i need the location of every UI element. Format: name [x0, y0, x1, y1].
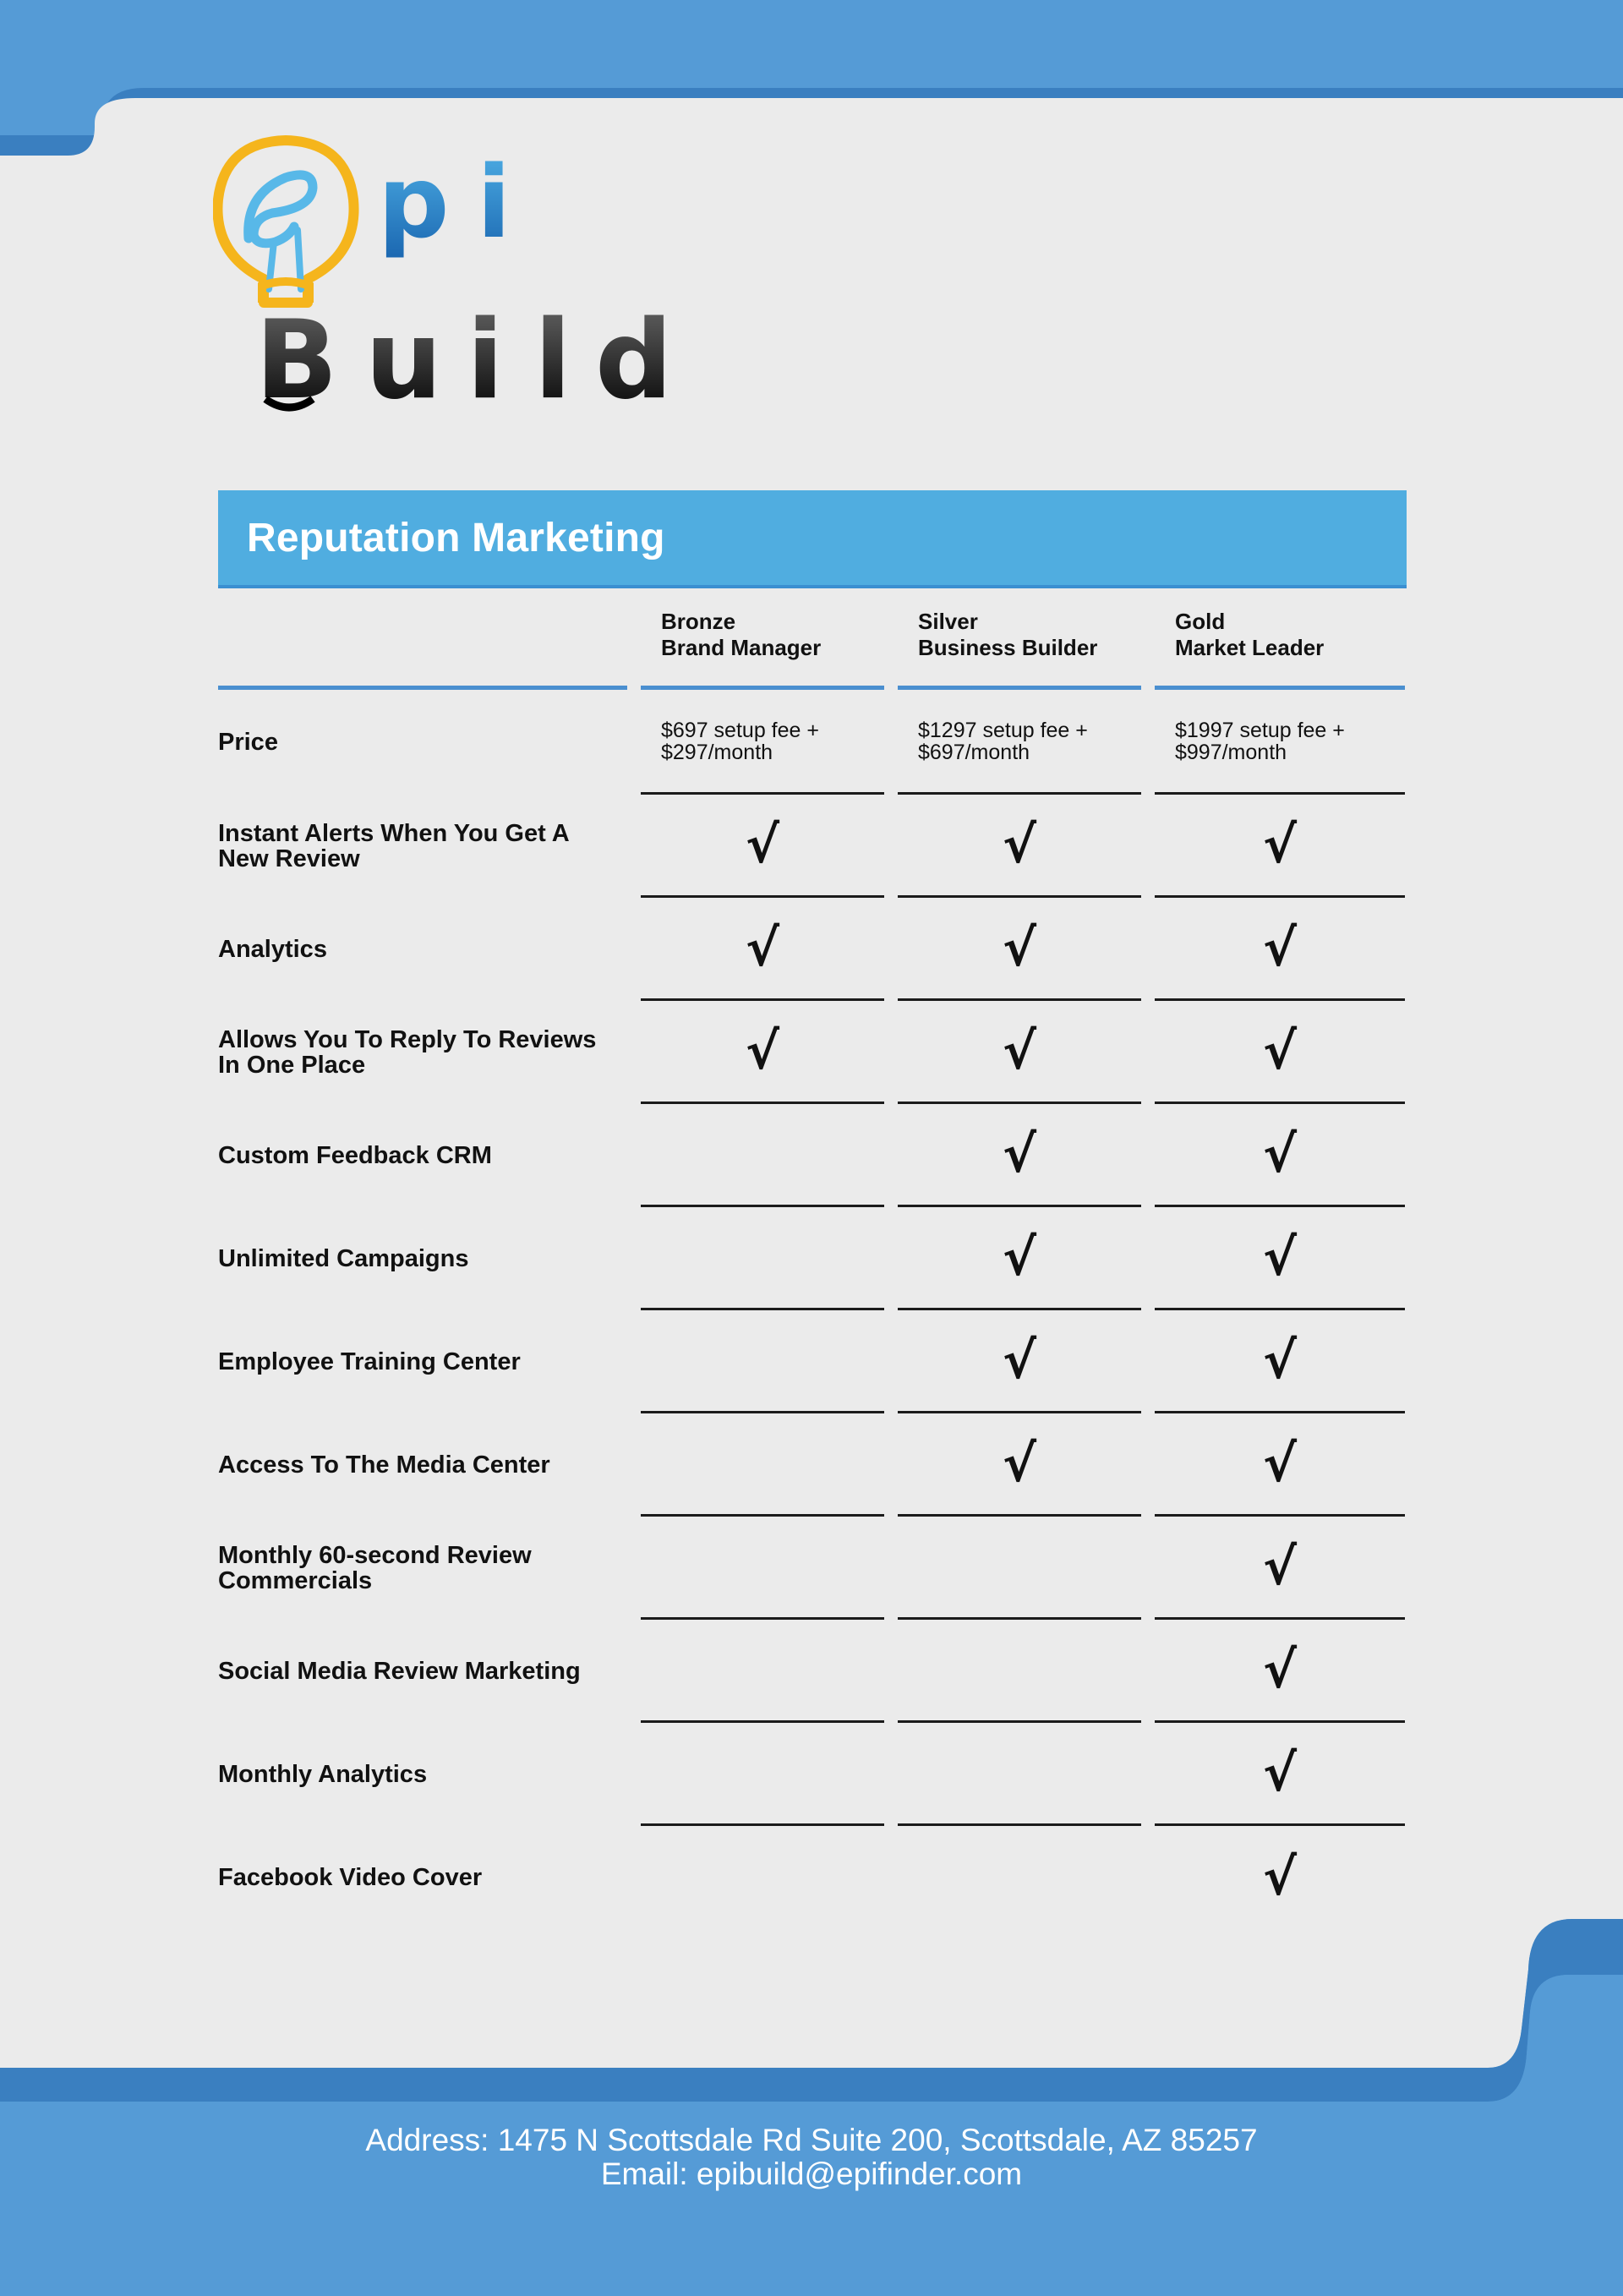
section-title: Reputation Marketing — [247, 515, 665, 560]
feature-label — [218, 795, 627, 898]
price-line: $1297 setup fee + — [918, 718, 1088, 742]
feature-cell-silver — [898, 1826, 1141, 1929]
feature-label — [218, 1310, 627, 1413]
footer — [0, 2124, 1623, 2191]
footer-email: Email: epibuild@epifinder.com — [600, 2157, 1023, 2191]
feature-cell-bronze — [641, 1104, 884, 1207]
checkmark-icon: √ — [1262, 1434, 1298, 1494]
feature-cell-gold — [1155, 1001, 1405, 1104]
checkmark-icon: √ — [1262, 1227, 1298, 1287]
checkmark-icon: √ — [1262, 1124, 1298, 1184]
feature-label — [218, 1104, 627, 1207]
price-silver — [898, 690, 1141, 795]
feature-cell-silver — [898, 1620, 1141, 1723]
feature-cell-gold — [1155, 1620, 1405, 1723]
checkmark-icon: √ — [1002, 1021, 1037, 1081]
feature-cell-gold — [1155, 1723, 1405, 1826]
feature-label-line: Facebook Video Cover — [218, 1864, 483, 1891]
pricing-section — [218, 490, 1407, 1929]
plan-header-bronze — [641, 597, 884, 690]
feature-label-line: Commercials — [218, 1567, 373, 1594]
feature-cell-bronze — [641, 1723, 884, 1826]
feature-cell-silver — [898, 1413, 1141, 1517]
epibuild-logo — [213, 135, 686, 423]
plan-name: Market Leader — [1175, 635, 1325, 660]
feature-cell-gold — [1155, 795, 1405, 898]
checkmark-icon: √ — [1262, 1021, 1298, 1081]
feature-label — [218, 1001, 627, 1104]
logo-letter-l: l — [534, 298, 571, 423]
logo-letter-p: p — [378, 144, 450, 260]
feature-label — [218, 1207, 627, 1310]
checkmark-icon: √ — [1002, 815, 1037, 875]
feature-cell-silver — [898, 1104, 1141, 1207]
feature-cell-gold — [1155, 1310, 1405, 1413]
feature-label — [218, 1723, 627, 1826]
plan-name: Business Builder — [918, 635, 1098, 660]
feature-label-line: Allows You To Reply To Reviews — [218, 1026, 597, 1053]
feature-label-line: New Review — [218, 845, 360, 872]
checkmark-icon: √ — [1262, 918, 1298, 978]
checkmark-icon: √ — [1002, 1124, 1037, 1184]
feature-cell-bronze — [641, 1620, 884, 1723]
feature-label — [218, 1413, 627, 1517]
checkmark-icon: √ — [1262, 1640, 1298, 1700]
feature-cell-silver — [898, 795, 1141, 898]
checkmark-icon: √ — [1002, 1331, 1037, 1391]
feature-cell-silver — [898, 1001, 1141, 1104]
pricing-table — [218, 597, 1407, 1929]
feature-cell-bronze — [641, 898, 884, 1001]
feature-cell-gold — [1155, 1413, 1405, 1517]
feature-cell-bronze — [641, 1517, 884, 1620]
feature-label-line: Social Media Review Marketing — [218, 1658, 581, 1685]
price-gold — [1155, 690, 1405, 795]
feature-cell-silver — [898, 898, 1141, 1001]
feature-cell-silver — [898, 1207, 1141, 1310]
title-bar — [218, 490, 1407, 588]
feature-cell-bronze — [641, 1826, 884, 1929]
feature-cell-gold — [1155, 1207, 1405, 1310]
plan-header-silver — [898, 597, 1141, 690]
checkmark-icon: √ — [1262, 815, 1298, 875]
checkmark-icon: √ — [1002, 1227, 1037, 1287]
bulb-icon — [217, 140, 353, 303]
feature-cell-silver — [898, 1517, 1141, 1620]
feature-cell-bronze — [641, 1001, 884, 1104]
feature-cell-gold — [1155, 898, 1405, 1001]
plan-header-gold — [1155, 597, 1405, 690]
price-bronze — [641, 690, 884, 795]
checkmark-icon: √ — [1262, 1537, 1298, 1597]
feature-label — [218, 1620, 627, 1723]
feature-label-line: Instant Alerts When You Get A — [218, 820, 570, 847]
feature-cell-gold — [1155, 1104, 1405, 1207]
logo-letter-B: B — [255, 298, 338, 423]
checkmark-icon: √ — [745, 918, 780, 978]
plan-tier: Bronze — [661, 609, 736, 634]
feature-cell-bronze — [641, 1310, 884, 1413]
price-line: $297/month — [661, 740, 773, 764]
feature-cell-silver — [898, 1310, 1141, 1413]
price-line: $697 setup fee + — [661, 718, 819, 742]
feature-cell-bronze — [641, 1413, 884, 1517]
feature-label — [218, 1826, 627, 1929]
feature-cell-gold — [1155, 1517, 1405, 1620]
feature-cell-gold — [1155, 1826, 1405, 1929]
feature-label-line: Analytics — [218, 936, 327, 963]
checkmark-icon: √ — [745, 1021, 780, 1081]
feature-cell-bronze — [641, 795, 884, 898]
price-label: Price — [218, 729, 278, 756]
feature-label — [218, 898, 627, 1001]
checkmark-icon: √ — [1002, 1434, 1037, 1494]
feature-label-line: In One Place — [218, 1052, 366, 1079]
feature-cell-silver — [898, 1723, 1141, 1826]
feature-label-line: Access To The Media Center — [218, 1451, 550, 1479]
feature-label-line: Unlimited Campaigns — [218, 1245, 469, 1272]
logo-letter-d: d — [595, 298, 673, 423]
header-blank — [218, 597, 627, 690]
feature-label-line: Monthly 60-second Review — [218, 1542, 532, 1569]
checkmark-icon: √ — [1002, 918, 1037, 978]
checkmark-icon: √ — [1262, 1848, 1298, 1907]
plan-name: Brand Manager — [661, 635, 822, 660]
checkmark-icon: √ — [745, 815, 780, 875]
price-line: $997/month — [1175, 740, 1287, 764]
plan-tier: Gold — [1175, 609, 1226, 634]
price-line: $1997 setup fee + — [1175, 718, 1345, 742]
logo-letter-i2: i — [467, 298, 504, 423]
feature-label-line: Monthly Analytics — [218, 1761, 428, 1788]
plan-tier: Silver — [918, 609, 978, 634]
feature-cell-bronze — [641, 1207, 884, 1310]
feature-label-line: Employee Training Center — [218, 1348, 521, 1375]
checkmark-icon: √ — [1262, 1331, 1298, 1391]
price-line: $697/month — [918, 740, 1030, 764]
logo-letter-u: u — [365, 298, 443, 423]
checkmark-icon: √ — [1262, 1743, 1298, 1803]
logo-letter-i: i — [477, 144, 511, 260]
footer-address: Address: 1475 N Scottsdale Rd Suite 200, Scottsdale, AZ 85257 — [365, 2123, 1258, 2157]
feature-label-line: Custom Feedback CRM — [218, 1142, 492, 1169]
feature-label — [218, 1517, 627, 1620]
